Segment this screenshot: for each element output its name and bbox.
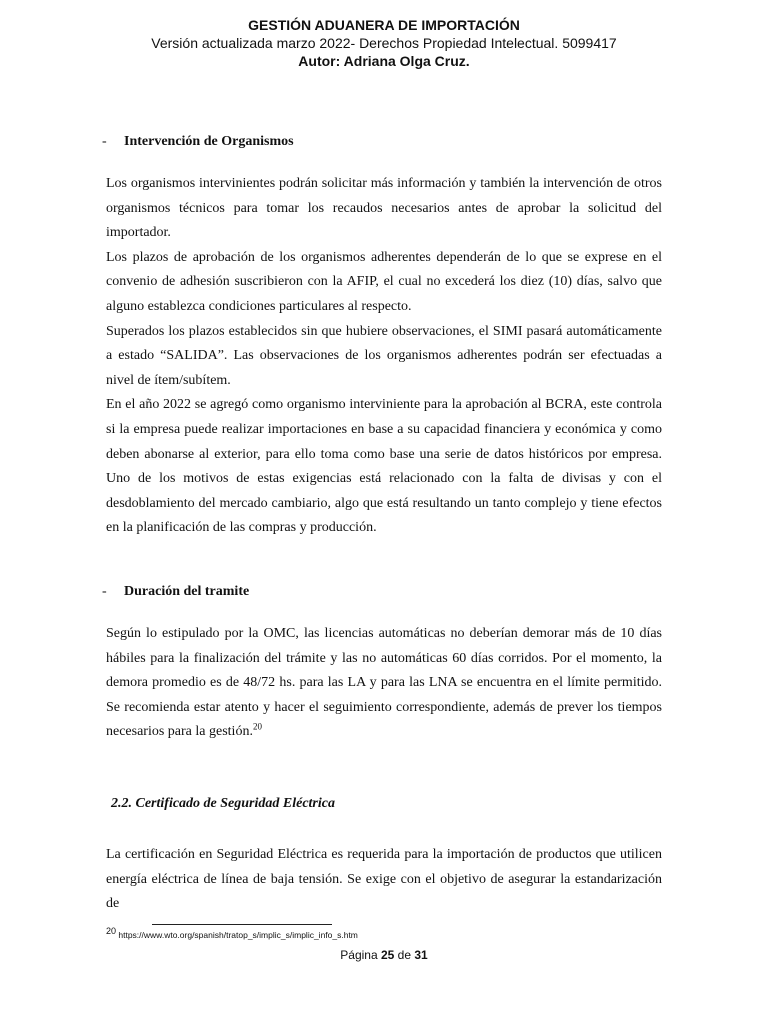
- page-label: Página: [340, 948, 381, 962]
- section-title: Intervención de Organismos: [124, 134, 294, 149]
- paragraph: Superados los plazos establecidos sin que hubiere observaciones, el SIMI pasará automáticamente a estado “SALIDA”. Las observaciones de los organismos adherentes podrán ser efectuadas a nivel de ítem/subítem.: [106, 323, 662, 388]
- paragraph: Los organismos intervinientes podrán solicitar más información y también la intervención de otros organismos técnicos para tomar los recaudos necesarios antes de aprobar la solicitud del importador.: [106, 176, 662, 241]
- page-separator: de: [394, 948, 415, 962]
- page-footer: [0, 948, 768, 962]
- subsection-heading-certificado: 2.2. Certificado de Seguridad Eléctrica: [111, 796, 335, 811]
- page-total: 31: [414, 948, 428, 962]
- paragraph: En el año 2022 se agregó como organismo interviniente para la aprobación al BCRA, este controla si la empresa puede realizar importaciones en base a su capacidad financiera y económica y como deben abonarse al exterior, para ello toma como base una serie de datos históricos por empresa. Uno de los motivos de estas exigencias está relacionado con la falta de divisas y con el desdoblamiento del mercado cambiario, algo que está resultando un tanto complejo y tiene efectos en la planificación de las compras y producción.: [106, 397, 662, 536]
- intervencion-body: [106, 172, 662, 541]
- paragraph: Los plazos de aprobación de los organismos adherentes dependerán de lo que se exprese en el convenio de adhesión suscribieron con la AFIP, el cual no excederá los diez (10) días, salvo que alguno establezca condiciones particulares al respecto.: [106, 249, 662, 314]
- document-title: GESTIÓN ADUANERA DE IMPORTACIÓN: [248, 17, 520, 33]
- paragraph: [106, 622, 662, 745]
- footnote-number: 20: [106, 926, 117, 937]
- paragraph-text: Según lo estipulado por la OMC, las licencias automáticas no deberían demorar más de 10 días hábiles para la finalización del trámite y las no automáticas 60 días corridos. Por el momento, la demora promedio es de 48/72 hs. para las LA y para las LNA se encuentra en el límite permitido. Se recomienda estar atento y hacer el seguimiento correspondiente, además de prever los tiempos necesarios para la gestión.: [106, 626, 662, 740]
- footnote-divider: [152, 924, 332, 925]
- footnote-reference: 20: [252, 721, 262, 732]
- footnote-link-text: https://www.wto.org/spanish/tratop_s/implic_s/implic_info_s.htm: [116, 930, 358, 940]
- paragraph: La certificación en Seguridad Eléctrica es requerida para la importación de productos que utilicen energía eléctrica de línea de baja tensión. Se exige con el objetivo de asegurar la estandarización de: [106, 847, 662, 912]
- section-title: Duración del tramite: [124, 584, 250, 599]
- certificado-body: [106, 843, 662, 917]
- page-header: [0, 16, 768, 70]
- document-author: Autor: Adriana Olga Cruz.: [298, 53, 470, 69]
- page-current: 25: [380, 948, 395, 962]
- section-heading-duracion: [102, 584, 249, 600]
- section-heading-intervencion: [102, 134, 294, 150]
- footnote: [106, 926, 358, 940]
- document-subtitle: Versión actualizada marzo 2022- Derechos Propiedad Intelectual. 5099417: [151, 35, 617, 51]
- duracion-body: [106, 622, 662, 745]
- bullet-dash: -: [102, 134, 107, 149]
- bullet-dash: -: [102, 584, 107, 599]
